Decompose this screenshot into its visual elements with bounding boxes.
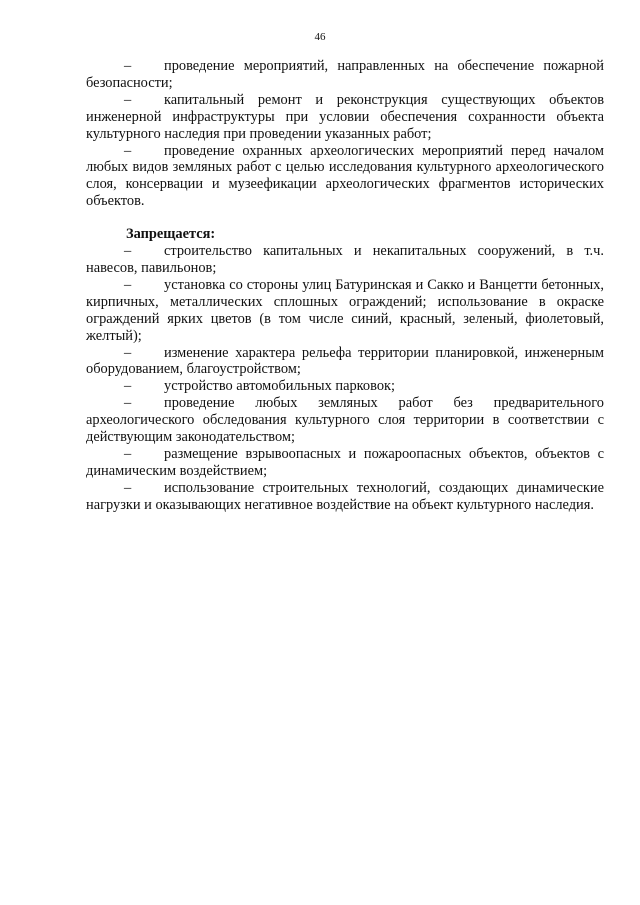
list-item (86, 58, 604, 92)
dash-marker: – (124, 378, 132, 395)
dash-marker: – (124, 344, 132, 361)
list-item-text: изменение характера рельефа территории планировкой, инженерным оборудованием, благоустройством; (86, 344, 604, 378)
dash-marker: – (124, 58, 132, 74)
section-heading: Запрещается: (126, 226, 216, 243)
dash-marker: – (124, 243, 132, 260)
list-item (86, 446, 604, 480)
dash-marker: – (124, 395, 132, 412)
list-item-text: размещение взрывоопасных и пожароопасных объектов, объектов с динамическим воздействием; (86, 445, 604, 479)
page-number: 46 (314, 31, 326, 43)
list-item (86, 378, 604, 395)
dash-marker: – (124, 479, 132, 496)
list-item (86, 480, 604, 514)
dash-marker: – (124, 142, 132, 159)
dash-marker: – (124, 445, 132, 462)
list-item-text: строительство капитальных и некапитальных сооружений, в т.ч. навесов, павильонов; (86, 243, 604, 276)
dash-marker: – (124, 91, 132, 108)
dash-marker: – (124, 276, 132, 293)
list-item-text: установка со стороны улиц Батуринская и Сакко и Ванцетти бетонных, кирпичных, металлических сплошных ограждений; использование в окраске ограждений ярких цветов (в том числе синий, красный, зеленый, фиолетовый, желтый); (86, 276, 604, 344)
list-item-text: использование строительных технологий, создающих динамические нагрузки и оказывающих негативное воздействие на объект культурного наследия. (86, 479, 604, 513)
list-item (86, 143, 604, 211)
list-item (86, 92, 604, 143)
list-item-text: капитальный ремонт и реконструкция существующих объектов инженерной инфраструктуры при условии обеспечения сохранности объекта культурного наследия при проведении указанных работ; (86, 91, 604, 142)
list-item-text: проведение охранных археологических мероприятий перед началом любых видов земляных работ с целью исследования культурного археологического слоя, консервации и музеефикации археологических фрагментов исторических объектов. (86, 142, 604, 210)
list-item (86, 277, 604, 345)
list-item (86, 243, 604, 277)
list-item-text: устройство автомобильных парковок; (164, 378, 396, 395)
list-item-text: проведение любых земляных работ без предварительного археологического обследования культурного слоя территории в соответствии с действующим законодательством; (86, 395, 604, 446)
list-item (86, 395, 604, 446)
document-body (86, 58, 604, 514)
list-item-text: проведение мероприятий, направленных на обеспечение пожарной безопасности; (86, 58, 604, 91)
list-item (86, 345, 604, 379)
